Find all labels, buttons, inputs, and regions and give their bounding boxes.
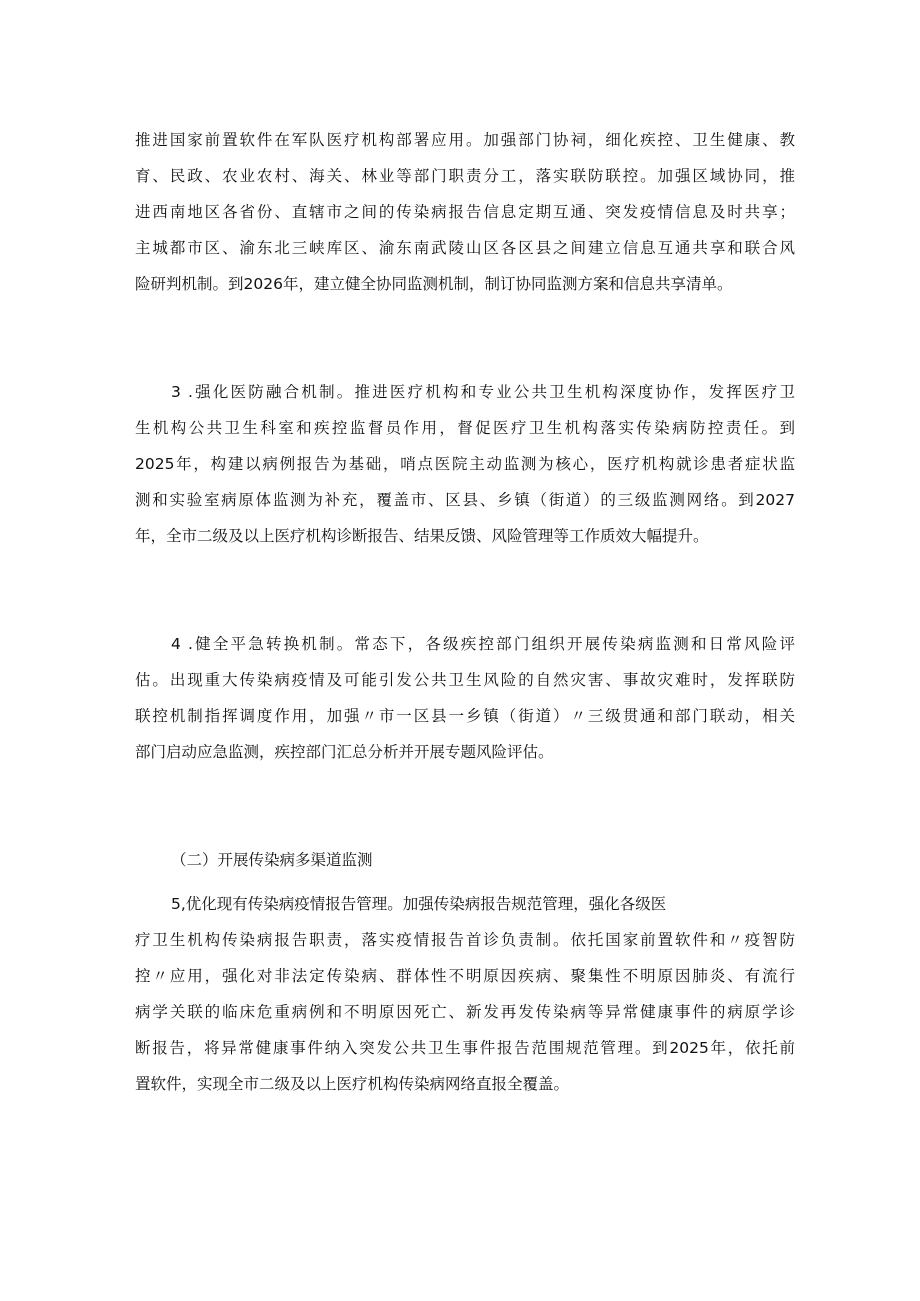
text-line: 疗卫生机构传染病报告职责，落实疫情报告首诊负责制。依托国家前置软件和〃疫智防 — [135, 931, 795, 949]
text-line: 3 .强化医防融合机制。推进医疗机构和专业公共卫生机构深度协作，发挥医疗卫 — [171, 383, 795, 401]
text-line: 年，全市二级及以上医疗机构诊断报告、结果反馈、风险管理等工作质效大幅提升。 — [135, 527, 709, 545]
text-line: 主城都市区、渝东北三峡库区、渝东南武陵山区各区县之间建立信息互通共享和联合风 — [135, 239, 795, 257]
text-line: 病学关联的临床危重病例和不明原因死亡、新发再发传染病等异常健康事件的病原学诊 — [135, 1003, 795, 1021]
heading-text: （二）开展传染病多渠道监测 — [171, 851, 373, 869]
text-line: 生机构公共卫生科室和疾控监督员作用，督促医疗卫生机构落实传染病防控责任。到 — [135, 419, 795, 437]
text-line: 控〃应用，强化对非法定传染病、群体性不明原因疾病、聚集性不明原因肺炎、有流行 — [135, 967, 795, 985]
text-line: 联控机制指挥调度作用，加强〃市一区县一乡镇（街道）〃三级贯通和部门联动，相关 — [135, 707, 795, 725]
paragraph-medical-prevention — [135, 374, 795, 554]
section-heading — [135, 842, 795, 878]
text-line: 推进国家前置软件在军队医疗机构部署应用。加强部门协祠，细化疾控、卫生健康、教 — [135, 131, 795, 149]
paragraph-report-management — [135, 886, 795, 1102]
text-line: 估。出现重大传染病疫情及可能引发公共卫生风险的自然灾害、事故灾难时，发挥联防 — [135, 671, 795, 689]
text-line: 进西南地区各省份、直辖市之间的传染病报告信息定期互通、突发疫情信息及时共享； — [135, 203, 795, 221]
text-line: 险研判机制。到2026年，建立健全协同监测机制，制订协同监测方案和信息共享清单。 — [135, 275, 733, 293]
paragraph-coordination — [135, 122, 795, 302]
text-line: 5,优化现有传染病疫情报告管理。加强传染病报告规范管理，强化各级医 — [171, 895, 667, 913]
paragraph-emergency-switch — [135, 626, 795, 770]
text-line: 测和实验室病原体监测为补充，覆盖市、区县、乡镇（街道）的三级监测网络。到2027 — [135, 491, 795, 509]
text-line: 部门启动应急监测，疾控部门汇总分析并开展专题风险评估。 — [135, 743, 554, 761]
text-line: 置软件，实现全市二级及以上医疗机构传染病网络直报全覆盖。 — [135, 1075, 570, 1093]
text-line: 4 .健全平急转换机制。常态下，各级疾控部门组织开展传染病监测和日常风险评 — [171, 635, 795, 653]
text-line: 育、民政、农业农村、海关、林业等部门职责分工，落实联防联控。加强区域协同，推 — [135, 167, 795, 185]
text-line: 断报告，将异常健康事件纳入突发公共卫生事件报告范围规范管理。到2025年，依托前 — [135, 1039, 795, 1057]
text-line: 2025年，构建以病例报告为基础，哨点医院主动监测为核心，医疗机构就诊患者症状监 — [135, 455, 795, 473]
